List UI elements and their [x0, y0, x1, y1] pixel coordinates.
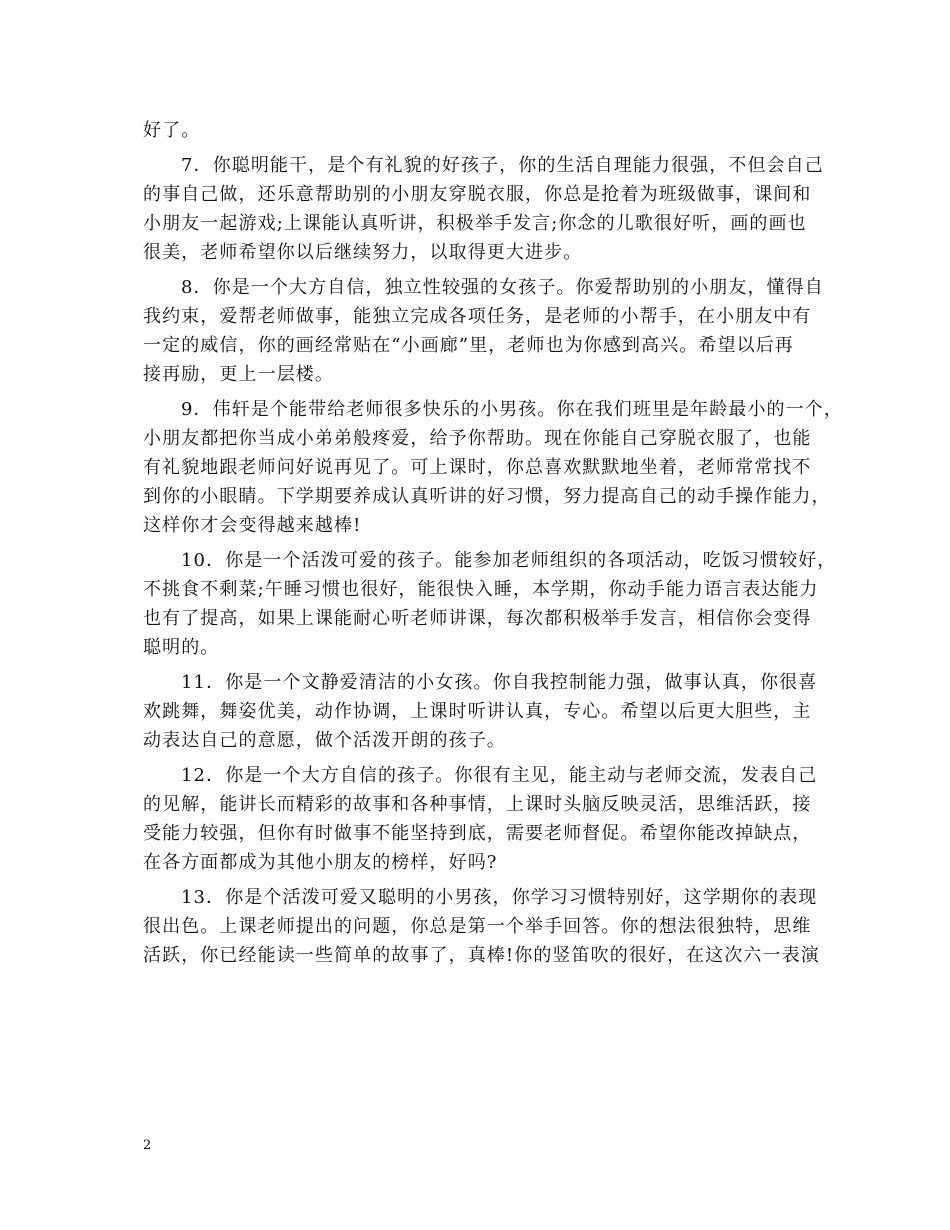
paragraph-item-9: [143, 395, 843, 540]
page-number: 2: [143, 1138, 152, 1153]
paragraph-item-12: [143, 761, 823, 877]
text-line: 接再励，更上一层楼。: [143, 364, 334, 385]
text-line: 活跃，你已经能读一些简单的故事了，真棒!你的竖笛吹的很好，在这次六一表演: [143, 945, 820, 966]
text-line: 7．你聪明能干，是个有礼貌的好孩子，你的生活自理能力很强，不但会自己: [181, 155, 824, 176]
paragraph-item-11: [143, 668, 823, 755]
text-line: 10．你是一个活泼可爱的孩子。能参加老师组织的各项活动，吃饭习惯较好，: [181, 550, 837, 571]
text-line: 很美，老师希望你以后继续努力，以取得更大进步。: [143, 242, 583, 263]
text-line: 12．你是一个大方自信的孩子。你很有主见，能主动与老师交流，发表自己: [181, 765, 818, 786]
text-line: 聪明的。: [143, 637, 220, 658]
text-line: 欢跳舞，舞姿优美，动作协调，上课时听讲认真，专心。希望以后更大胆些，主: [143, 701, 812, 722]
text-line: 的见解，能讲长而精彩的故事和各种事情，上课时头脑反映灵活，思维活跃，接: [143, 794, 812, 815]
paragraph-item-7: [143, 151, 823, 267]
text-line: 受能力较强，但你有时做事不能坚持到底，需要老师督促。希望你能改掉缺点，: [143, 823, 812, 844]
document-body: [143, 116, 843, 976]
text-line: 动表达自己的意愿，做个活泼开朗的孩子。: [143, 730, 506, 751]
text-line: 11．你是一个文静爱清洁的小女孩。你自我控制能力强，做事认真，你很喜: [181, 672, 818, 693]
text-line: 很出色。上课老师提出的问题，你总是第一个举手回答。你的想法很独特，思维: [143, 916, 812, 937]
text-line: 8．你是一个大方自信，独立性较强的女孩子。你爱帮助别的小朋友，懂得自: [181, 277, 824, 298]
text-line: 好了。: [143, 120, 201, 141]
text-line: 小朋友都把你当成小弟弟般疼爱，给予你帮助。现在你能自己穿脱衣服了，也能: [143, 428, 812, 449]
paragraph-item-8: [143, 273, 823, 389]
text-line: 有礼貌地跟老师问好说再见了。可上课时，你总喜欢默默地坐着，老师常常找不: [143, 457, 812, 478]
paragraph-item-13: [143, 883, 823, 970]
text-line: 9．伟轩是个能带给老师很多快乐的小男孩。你在我们班里是年龄最小的一个，: [181, 399, 843, 420]
text-line: 这样你才会变得越来越棒!: [143, 515, 362, 536]
text-line: 到你的小眼睛。下学期要养成认真听讲的好习惯，努力提高自己的动手操作能力，: [143, 486, 831, 507]
text-line: 不挑食不剩菜;午睡习惯也很好，能很快入睡，本学期，你动手能力语言表达能力: [143, 579, 819, 600]
text-line: 也有了提高，如果上课能耐心听老师讲课，每次都积极举手发言，相信你会变得: [143, 608, 812, 629]
text-line: 在各方面都成为其他小朋友的榜样，好吗?: [143, 852, 498, 873]
text-line: 13．你是个活泼可爱又聪明的小男孩，你学习习惯特别好，这学期你的表现: [181, 887, 818, 908]
text-line: 我约束，爱帮老师做事，能独立完成各项任务，是老师的小帮手，在小朋友中有: [143, 306, 812, 327]
text-line: 一定的威信，你的画经常贴在“小画廊”里，老师也为你感到高兴。希望以后再: [143, 335, 794, 356]
text-line: 的事自己做，还乐意帮助别的小朋友穿脱衣服，你总是抢着为班级做事，课间和: [143, 184, 812, 205]
paragraph-continuation: [143, 116, 823, 145]
text-line: 小朋友一起游戏;上课能认真听讲，积极举手发言;你念的儿歌很好听，画的画也: [143, 213, 807, 234]
paragraph-item-10: [143, 546, 837, 662]
